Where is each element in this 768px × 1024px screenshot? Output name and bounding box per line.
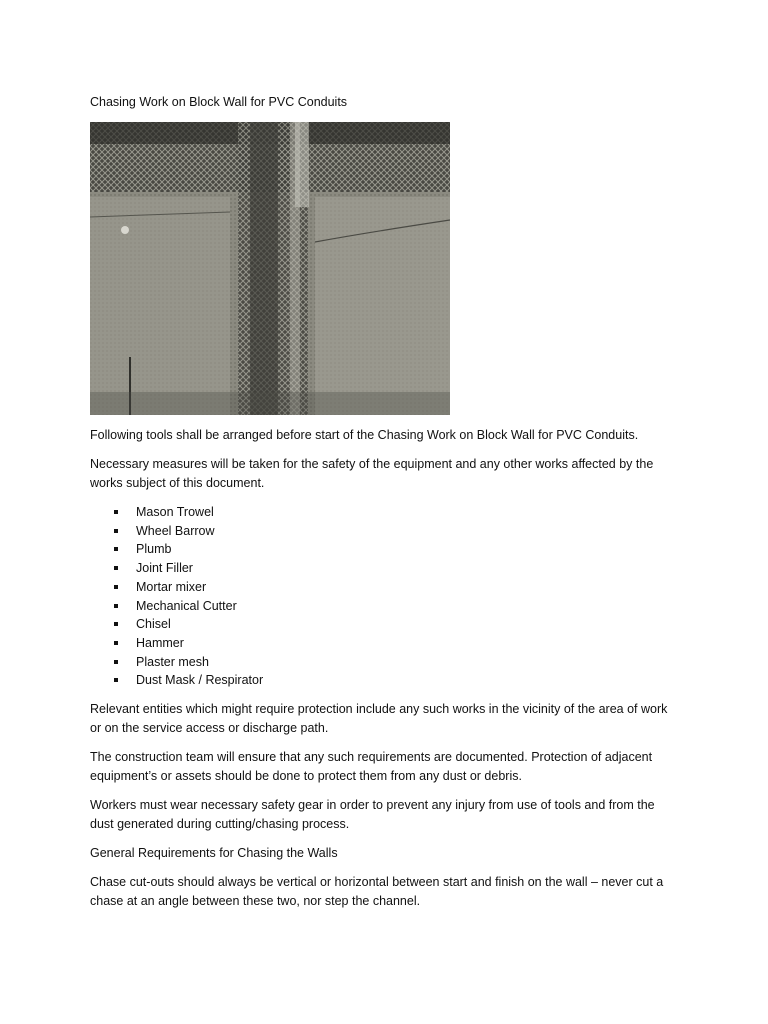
section-heading: General Requirements for Chasing the Walls [90, 846, 338, 861]
paragraph: Chase cut-outs should always be vertical or horizontal between start and finish on the wall – never cut a chase at an angle between these two, nor step the channel. [90, 875, 664, 909]
paragraph: Workers must wear necessary safety gear in order to prevent any injury from use of tools and from the dust generated during cutting/chasing process. [90, 798, 655, 832]
list-item: Mason Trowel [90, 503, 680, 522]
list-item: Mortar mixer [90, 578, 680, 597]
list-item: Plumb [90, 540, 680, 559]
paragraph: The construction team will ensure that any such requirements are documented. Protection of adjacent equipment’s or assets should be done to protect them from any dust or debris. [90, 750, 653, 784]
document-body [90, 426, 680, 921]
wall-chasing-photo [90, 122, 450, 415]
list-item: Mechanical Cutter [90, 597, 680, 616]
document-title: Chasing Work on Block Wall for PVC Conduits [90, 95, 348, 109]
list-item: Plaster mesh [90, 653, 680, 672]
list-item: Wheel Barrow [90, 522, 680, 541]
tools-list [90, 503, 680, 690]
list-item: Dust Mask / Respirator [90, 671, 680, 690]
list-item: Hammer [90, 634, 680, 653]
list-item: Joint Filler [90, 559, 680, 578]
paragraph: Relevant entities which might require protection include any such works in the vicinity of the area of work or on the service access or discharge path. [90, 702, 668, 736]
list-item: Chisel [90, 615, 680, 634]
paragraph: Following tools shall be arranged before start of the Chasing Work on Block Wall for PVC Conduits. [90, 428, 639, 442]
paragraph: Necessary measures will be taken for the safety of the equipment and any other works affected by the works subject of this document. [90, 457, 654, 490]
